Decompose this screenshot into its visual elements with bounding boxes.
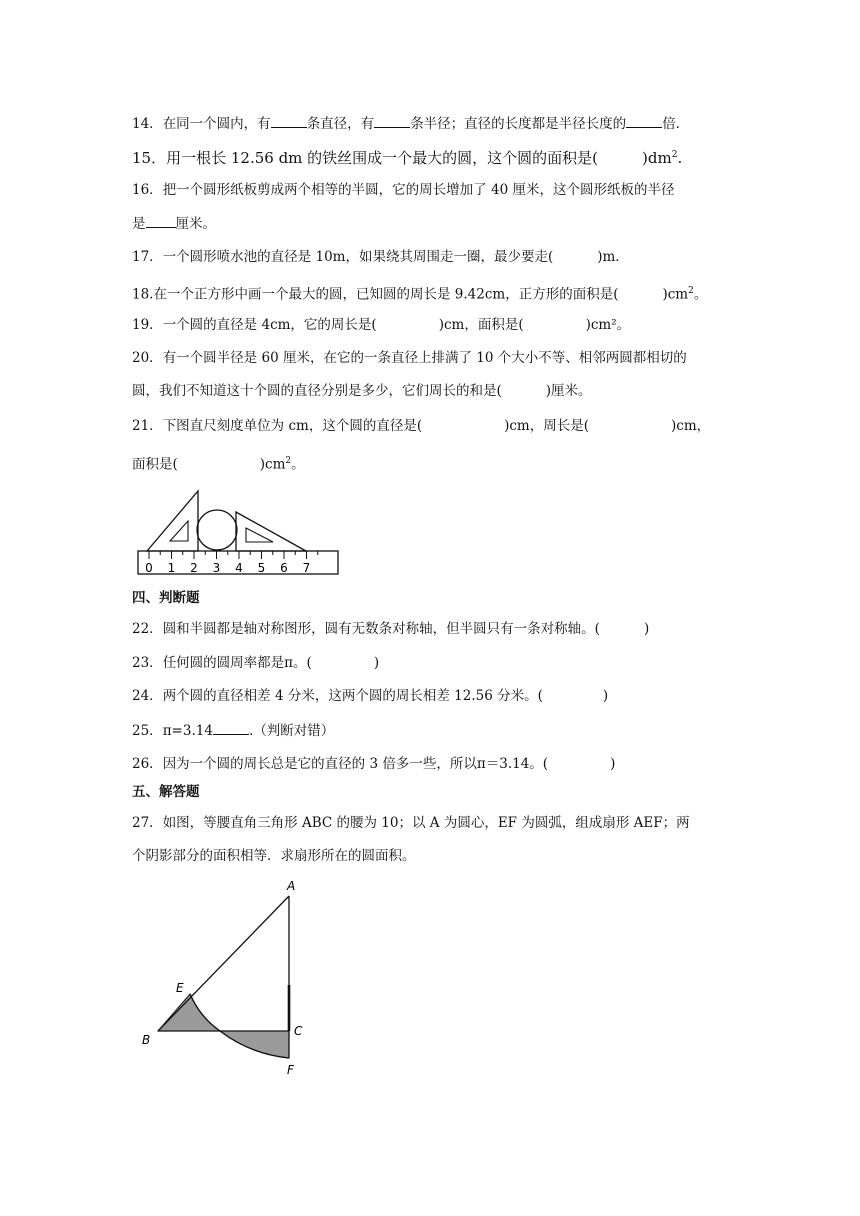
question-text: )m． (597, 249, 629, 265)
answer-blank[interactable] (146, 213, 176, 228)
ruler-figure (136, 486, 346, 578)
question-text: 倍． (662, 116, 690, 132)
question-text: .（判断对错） (248, 723, 335, 739)
ruler-tick-label: 0 (145, 561, 153, 575)
question-21-line-1 (132, 416, 710, 436)
question-number: 23． (132, 655, 163, 671)
left-set-square (147, 491, 198, 551)
question-text: )dm (642, 149, 672, 167)
ruler-tick-label: 3 (212, 561, 221, 575)
answer-blank[interactable] (374, 113, 410, 128)
question-18 (132, 281, 707, 305)
shaded-region-right (220, 1031, 289, 1058)
question-text: ) (373, 655, 380, 671)
label-f: F (287, 1063, 294, 1077)
question-text: 圆和半圆都是轴对称图形，圆有无数条对称轴，但半圆只有一条对称轴。( (162, 621, 600, 637)
question-26 (132, 754, 615, 774)
question-number: 20． (132, 350, 163, 366)
question-text: 面积是( (132, 456, 178, 473)
question-text: 如图，等腰直角三角形 ABC 的腰为 10；以 A 为圆心，EF 为圆弧，组成扇形 AEF；两 (162, 815, 690, 831)
label-e: E (176, 981, 184, 995)
question-number: 18. (132, 286, 154, 303)
question-22 (132, 619, 649, 639)
question-15 (132, 145, 682, 168)
question-23 (132, 653, 379, 673)
question-20-line-1 (132, 348, 687, 368)
question-19 (132, 315, 630, 335)
answer-blank[interactable] (271, 113, 307, 128)
question-text: 有一个圆半径是 60 厘米，在它的一条直径上排满了 10 个大小不等、相邻两圆都相切的 (162, 350, 687, 366)
ruler-tick-label: 7 (302, 561, 311, 575)
question-text: 任何圆的圆周率都是π。( (162, 655, 312, 671)
question-27-line-1 (132, 813, 690, 833)
label-a: A (287, 879, 296, 893)
answer-blank[interactable] (213, 720, 249, 735)
question-number: 26． (132, 756, 163, 772)
question-text: ) (610, 756, 616, 772)
question-21-line-2 (132, 451, 305, 475)
superscript: 2 (671, 150, 678, 160)
question-number: 19． (132, 317, 163, 333)
question-text: 在一个正方形中画一个最大的圆，已知圆的周长是 9.42cm，正方形的面积是( (153, 286, 619, 303)
question-number: 17． (132, 249, 163, 265)
question-number: 16． (132, 182, 163, 198)
question-text: 在同一个圆内，有 (162, 116, 271, 132)
question-24 (132, 686, 608, 706)
question-text: )cm (662, 286, 689, 303)
question-text: )cm，面积是( (438, 317, 524, 333)
question-number: 21． (132, 418, 163, 434)
question-text: 把一个圆形纸板剪成两个相等的半圆，它的周长增加了 40 厘米，这个圆形纸板的半径 (162, 182, 675, 198)
question-text: ) (643, 621, 650, 637)
question-17 (132, 247, 629, 267)
question-text: π=3.14 (162, 723, 213, 739)
label-b: B (142, 1033, 151, 1047)
question-text: 。 (291, 456, 305, 473)
question-27-line-2 (132, 846, 416, 866)
question-text: 两个圆的直径相差 4 分米，这两个圆的周长相差 12.56 分米。( (162, 688, 543, 704)
question-text: 因为一个圆的周长总是它的直径的 3 倍多一些，所以π＝3.14。( (162, 756, 549, 772)
question-text: 厘米。 (175, 216, 216, 232)
question-text: ) (602, 688, 609, 704)
question-number: 24． (132, 688, 163, 704)
question-text: 圆，我们不知道这十个圆的直径分别是多少，它们周长的和是( (132, 383, 502, 399)
question-number: 25． (132, 723, 163, 739)
question-text: 。 (693, 286, 708, 303)
question-text: )cm²。 (585, 317, 631, 333)
superscript: 2 (285, 456, 292, 466)
question-text: )cm (259, 456, 286, 473)
question-25 (132, 720, 334, 741)
question-text: 用一根长 12.56 dm 的铁丝围成一个最大的圆，这个圆的面积是( (166, 149, 599, 167)
ruler-ticks (149, 551, 318, 559)
question-number: 14． (132, 116, 163, 132)
question-text: . (677, 149, 683, 167)
ruler-tick-labels (145, 561, 310, 575)
question-16-line-1 (132, 180, 674, 200)
question-text: 条直径，有 (306, 116, 375, 132)
question-text: 是 (132, 216, 146, 232)
answer-blank[interactable] (626, 113, 662, 128)
ruler-tick-label: 6 (280, 561, 288, 575)
question-text: 一个圆形喷水池的直径是 10m，如果绕其周围走一圈，最少要走( (162, 249, 554, 265)
question-text: )cm，周长是( (504, 418, 590, 434)
circle-on-ruler (197, 510, 237, 550)
question-text: 一个圆的直径是 4cm，它的周长是( (162, 317, 377, 333)
question-number: 15． (132, 149, 167, 167)
ruler-tick-label: 5 (257, 561, 266, 575)
ruler-tick-label: 2 (190, 561, 198, 575)
question-14 (132, 113, 689, 134)
question-text: )厘米。 (545, 383, 592, 399)
question-text: 条半径；直径的长度都是半径长度的 (410, 116, 627, 132)
question-20-line-2 (132, 381, 592, 401)
section-title-judgement: 四、判断题 (132, 590, 200, 606)
side-ab (158, 896, 289, 1031)
question-number: 22． (132, 621, 163, 637)
question-text: 个阴影部分的面积相等．求扇形所在的圆面积。 (132, 848, 416, 864)
label-c: C (294, 1024, 303, 1038)
section-title-solve: 五、解答题 (132, 784, 200, 800)
superscript: 2 (688, 286, 694, 296)
question-text: )cm， (671, 418, 711, 434)
question-text: 下图直尺刻度单位为 cm，这个圆的直径是( (162, 418, 423, 434)
question-16-line-2 (132, 213, 216, 234)
left-set-square-inner (170, 521, 188, 541)
question-number: 27． (132, 815, 163, 831)
ruler-tick-label: 1 (167, 561, 176, 575)
ruler-tick-label: 4 (235, 561, 243, 575)
sector-triangle-figure (130, 872, 320, 1082)
